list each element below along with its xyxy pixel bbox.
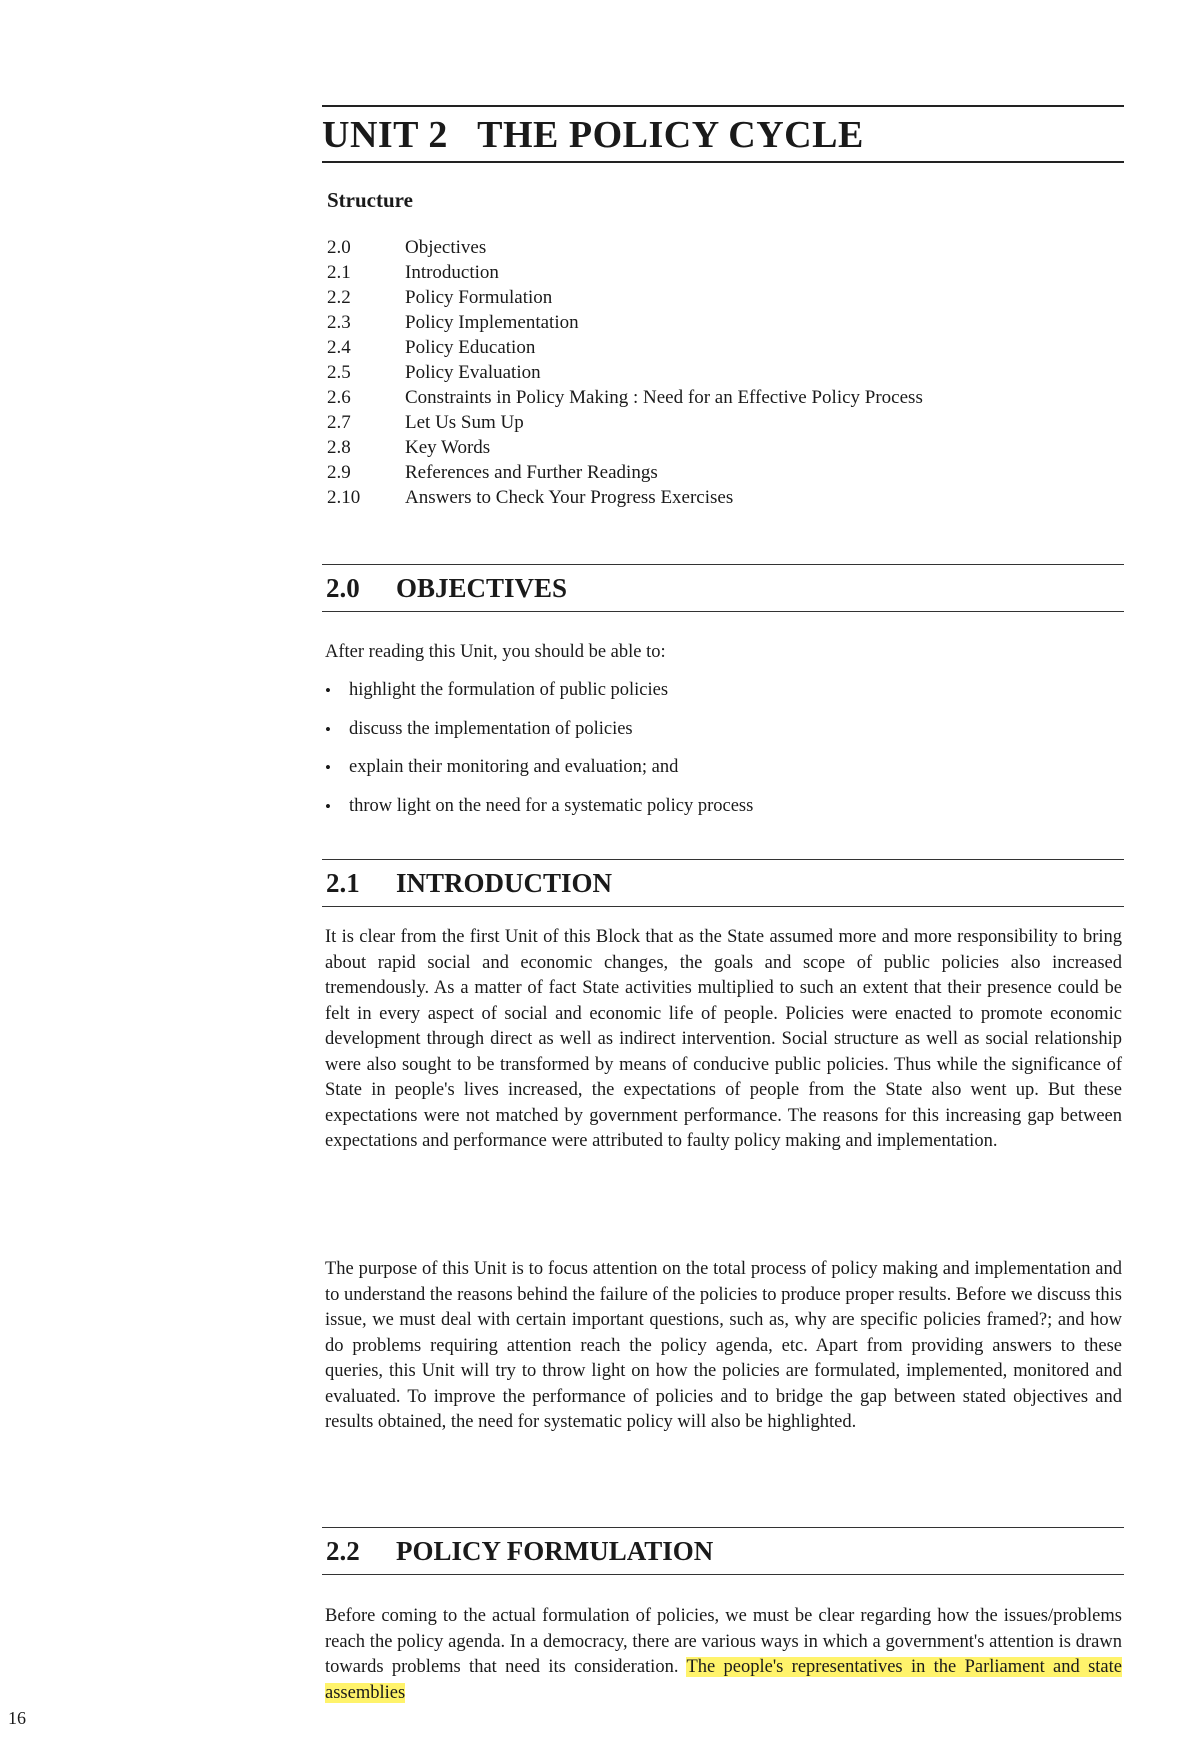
toc-item	[327, 485, 1087, 510]
top-rule	[322, 105, 1124, 107]
formulation-paragraph-1	[325, 1604, 1122, 1706]
section-title: INTRODUCTION	[396, 868, 613, 898]
toc-number: 2.7	[327, 412, 351, 433]
section-heading	[326, 866, 1124, 900]
toc-text: References and Further Readings	[405, 462, 658, 483]
objective-item	[325, 794, 753, 833]
toc-number: 2.4	[327, 337, 351, 358]
section-objectives	[322, 564, 1124, 612]
section-rule-bottom	[322, 906, 1124, 907]
page-number: 16	[8, 1708, 26, 1728]
toc-text: Key Words	[405, 437, 491, 458]
toc-text: Constraints in Policy Making : Need for an Effective Policy Process	[405, 387, 923, 408]
objective-text: explain their monitoring and evaluation; and	[349, 757, 679, 777]
toc-text: Objectives	[405, 237, 487, 258]
objectives-list	[325, 678, 753, 832]
section-rule-bottom	[322, 1574, 1124, 1575]
objective-text: throw light on the need for a systematic policy process	[349, 795, 754, 816]
objective-item	[325, 717, 753, 756]
toc-item	[327, 410, 1087, 435]
section-policy-formulation	[322, 1527, 1124, 1575]
introduction-paragraph-2: The purpose of this Unit is to focus attention on the total process of policy making and implementation and to understand the reasons behind the failure of the policies to produce proper results. Before we discuss this issue, we must deal with certain important questions, such as, why are specific policies framed?; and how do problems requiring attention reach the policy agenda, etc. Apart from providing answers to these queries, this Unit will try to throw light on how the policies are formulated, implemented, monitored and evaluated. To improve the performance of policies and to bridge the gap between stated objectives and results obtained, the need for systematic policy will also be highlighted.	[325, 1259, 1122, 1432]
toc-text: Policy Evaluation	[405, 362, 541, 383]
toc-number: 2.9	[327, 462, 351, 483]
unit-header	[322, 105, 1124, 163]
section-title: OBJECTIVES	[396, 573, 568, 603]
toc-number: 2.0	[327, 237, 351, 258]
toc-number: 2.6	[327, 387, 351, 408]
objective-item	[325, 755, 753, 794]
toc-number: 2.10	[327, 487, 361, 508]
toc-item	[327, 310, 1087, 335]
toc-item	[327, 460, 1087, 485]
section-title: POLICY FORMULATION	[396, 1536, 714, 1566]
toc-number: 2.2	[327, 287, 351, 308]
toc-item	[327, 435, 1087, 460]
section-number: 2.2	[326, 1536, 360, 1566]
introduction-paragraph-1: It is clear from the first Unit of this Block that as the State assumed more and more responsibility to bring about rapid social and economic changes, the goals and scope of public policies also increased tremendously. As a matter of fact State activities multiplied to such an extent that their presence could be felt in every aspect of social and economic life of people. Policies were enacted to promote economic development through direct as well as indirect intervention. Social structure as well as social relationship were also sought to be transformed by means of conducive public policies. Thus while the significance of State in people's lives increased, the expectations of people from the State also went up. But these expectations were not matched by government performance. The reasons for this increasing gap between expectations and performance were attributed to faulty policy making and implementation.	[325, 927, 1122, 1151]
toc-item	[327, 285, 1087, 310]
toc-text: Let Us Sum Up	[405, 412, 524, 433]
structure-heading: Structure	[327, 188, 413, 212]
toc-item	[327, 385, 1087, 410]
section-rule-top	[322, 564, 1124, 565]
section-rule-bottom	[322, 611, 1124, 612]
toc-item	[327, 335, 1087, 360]
bullet-icon: •	[325, 719, 331, 739]
section-introduction	[322, 859, 1124, 907]
section-rule-top	[322, 1527, 1124, 1528]
bullet-icon: •	[325, 758, 331, 777]
toc-text: Policy Formulation	[405, 287, 553, 308]
unit-title: UNIT 2 THE POLICY CYCLE	[322, 114, 864, 156]
objective-text: discuss the implementation of policies	[349, 718, 633, 739]
toc-item	[327, 360, 1087, 385]
highlighted-text: The people's representatives in the Parliament and state assemblies	[325, 1657, 1122, 1703]
section-heading	[326, 1534, 1124, 1568]
toc-number: 2.8	[327, 437, 351, 458]
bottom-rule	[322, 161, 1124, 163]
section-heading	[326, 571, 1124, 605]
bullet-icon: •	[325, 681, 331, 700]
toc-text: Introduction	[405, 262, 499, 283]
structure-toc	[327, 188, 1087, 510]
bullet-icon: •	[325, 796, 331, 816]
toc-text: Answers to Check Your Progress Exercises	[405, 487, 734, 508]
objective-item	[325, 678, 753, 717]
toc-item	[327, 235, 1087, 260]
toc-text: Policy Implementation	[405, 312, 579, 333]
objective-text: highlight the formulation of public policies	[349, 680, 669, 700]
toc-number: 2.1	[327, 262, 351, 283]
section-rule-top	[322, 859, 1124, 860]
toc-text: Policy Education	[405, 337, 536, 358]
section-number: 2.1	[326, 868, 360, 898]
section-number: 2.0	[326, 573, 360, 603]
formulation-text: Before coming to the actual formulation of policies, we must be clear regarding how the issues/problems reach the policy agenda. In a democracy, there are various ways in which a government's attention is drawn towards problems that need its consideration.	[325, 1606, 1122, 1677]
objectives-lead: After reading this Unit, you should be able to:	[325, 642, 666, 662]
toc-list	[327, 235, 1087, 510]
toc-number: 2.5	[327, 362, 351, 383]
toc-number: 2.3	[327, 312, 351, 333]
toc-item	[327, 260, 1087, 285]
